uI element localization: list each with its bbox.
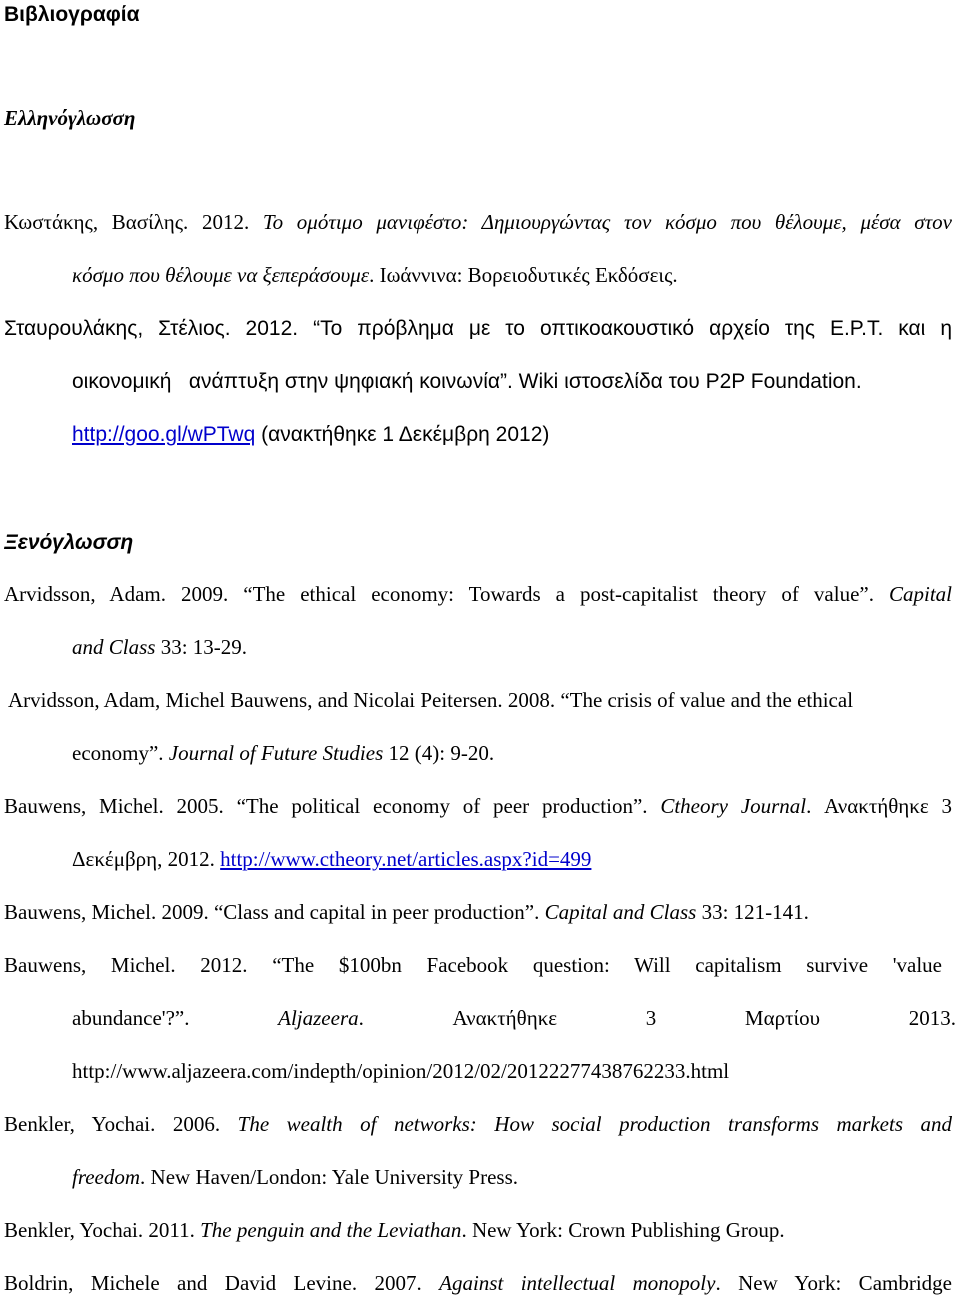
reference-line	[72, 265, 678, 286]
reference-title: Το ομότιμο μανιφέστο: Δημιουργώντας τον κόσμο που θέλουμε, μέσα στον	[262, 210, 953, 234]
reference-author: Benkler, Yochai. 2011.	[4, 1218, 201, 1242]
reference-text: Bauwens, Michel. 2009. “Class and capital in peer production”.	[4, 900, 545, 924]
reference-line	[4, 1273, 952, 1294]
reference-publisher: . Ιωάννινα: Βορειοδυτικές Εκδόσεις.	[369, 263, 678, 287]
reference-retrieved: Δεκέμβρη, 2012.	[72, 847, 221, 871]
reference-line	[72, 743, 494, 764]
reference-line	[72, 849, 591, 870]
reference-author: Benkler, Yochai. 2006.	[4, 1112, 238, 1136]
reference-publisher: . New Haven/London: Yale University Press.	[140, 1165, 519, 1189]
reference-line	[72, 424, 549, 445]
reference-author: Boldrin, Michele and David Levine. 2007.	[4, 1271, 440, 1295]
reference-volume: 12 (4): 9-20.	[383, 741, 495, 765]
reference-line	[4, 584, 952, 605]
reference-line	[4, 902, 809, 923]
reference-url-text: http://www.aljazeera.com/indepth/opinion/2012/02/20122277438762233.html	[72, 1059, 730, 1083]
reference-line	[72, 1167, 518, 1188]
reference-line	[4, 796, 952, 817]
reference-line: Σταυρουλάκης, Στέλιος. 2012. “Το πρόβλημα με το οπτικοακουστικό αρχείο της Ε.Ρ.Τ. και η	[4, 317, 952, 340]
section-heading-greek: Ελληνόγλωσση	[4, 106, 136, 130]
reference-publisher: . New York: Cambridge	[715, 1271, 952, 1295]
reference-journal: and Class	[72, 635, 156, 659]
reference-title: The wealth of networks: How social production transforms markets and	[237, 1112, 952, 1136]
reference-retrieved: . Ανακτήθηκε 3	[806, 794, 952, 818]
reference-journal: Capital	[888, 582, 952, 606]
section-heading-foreign: Ξενόγλωσση	[4, 531, 134, 554]
reference-line	[4, 1220, 785, 1241]
reference-text: abundance'?”.	[72, 1006, 279, 1030]
reference-retrieved: . Ανακτήθηκε 3 Μαρτίου 2013.	[358, 1006, 956, 1030]
reference-text: Arvidsson, Adam. 2009. “The ethical economy: Towards a post-capitalist theory of value”.	[4, 582, 889, 606]
page-title: Βιβλιογραφία	[4, 3, 140, 26]
reference-link[interactable]: http://www.ctheory.net/articles.aspx?id=499	[220, 847, 592, 871]
reference-journal: Aljazeera	[278, 1006, 359, 1030]
reference-journal: Capital and Class	[544, 900, 697, 924]
reference-volume: 33: 13-29.	[155, 635, 248, 659]
reference-author: Κωστάκης, Βασίλης. 2012.	[4, 210, 263, 234]
reference-line	[72, 1008, 956, 1029]
reference-link[interactable]: http://goo.gl/wPTwq	[72, 423, 256, 446]
reference-retrieved: (ανακτήθηκε 1 Δεκέμβρη 2012)	[255, 423, 550, 446]
reference-publisher: . New York: Crown Publishing Group.	[461, 1218, 785, 1242]
reference-volume: 33: 121-141.	[696, 900, 809, 924]
reference-title: κόσμο που θέλουμε να ξεπεράσουμε	[72, 263, 370, 287]
reference-title: freedom	[72, 1165, 141, 1189]
reference-journal: Journal of Future Studies	[168, 741, 384, 765]
reference-text: economy”.	[72, 741, 169, 765]
reference-line	[4, 1114, 952, 1135]
reference-title: The penguin and the Leviathan	[200, 1218, 462, 1242]
reference-journal: Ctheory Journal	[660, 794, 807, 818]
reference-line: Arvidsson, Adam, Michel Bauwens, and Nicolai Peitersen. 2008. “The crisis of value and the ethical	[8, 688, 854, 712]
reference-title: Against intellectual monopoly	[439, 1271, 716, 1295]
reference-line	[72, 637, 247, 658]
reference-line	[4, 212, 952, 233]
reference-text: Bauwens, Michel. 2005. “The political economy of peer production”.	[4, 794, 661, 818]
reference-line: οικονομική ανάπτυξη στην ψηφιακή κοινωνία”. Wiki ιστοσελίδα του P2P Foundation.	[72, 370, 862, 393]
reference-line: Bauwens, Michel. 2012. “The $100bn Facebook question: Will capitalism survive 'value	[4, 953, 942, 977]
